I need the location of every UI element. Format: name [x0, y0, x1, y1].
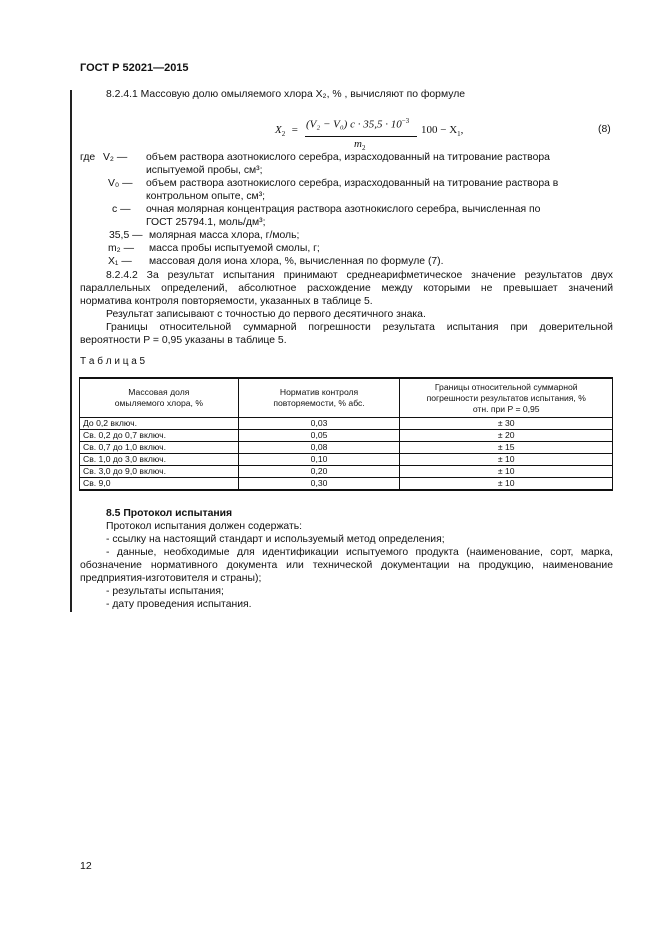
intro-paragraph: 8.2.4.1 Массовую долю омыляемого хлора X₂, % , вычисляют по формуле	[106, 89, 466, 100]
column-header: Границы относительной суммарной погрешности результатов испытания, % отн. при P = 0,95	[400, 378, 613, 418]
list-item: - ссылку на настоящий стандарт и используемый метод определения;	[106, 534, 445, 545]
column-header: Массовая доля омыляемого хлора, %	[80, 378, 239, 418]
where-text: массовая доля иона хлора, %, вычисленная по формуле (7).	[149, 256, 444, 267]
where-prefix: где	[80, 152, 96, 163]
where-sym: 35,5 —	[109, 230, 143, 241]
where-sym: V₂ —	[103, 152, 128, 163]
where-sym: c —	[112, 204, 131, 215]
page-number: 12	[80, 860, 92, 872]
formula-denominator: $m_2$	[354, 138, 366, 153]
where-sym: X₁ —	[108, 256, 132, 267]
formula-lhs: $X_2$	[275, 124, 286, 139]
paragraph-rounding: Результат записывают с точностью до первого десятичного знака.	[106, 309, 426, 320]
table-5	[79, 377, 613, 491]
revision-bar	[70, 90, 72, 612]
table-header-row	[80, 378, 613, 418]
where-text: очная молярная концентрация раствора азотнокислого серебра, вычисленная по	[146, 204, 541, 215]
formula-eq: =	[291, 124, 299, 136]
list-item: предприятия-изготовителя и страны);	[80, 573, 262, 584]
document-header: ГОСТ Р 52021—2015	[80, 62, 189, 74]
list-item: - результаты испытания;	[106, 586, 224, 597]
column-header: Норматив контроля повторяемости, % абс.	[238, 378, 400, 418]
formula-number: (8)	[598, 124, 611, 135]
where-text: молярная масса хлора, г/моль;	[149, 230, 300, 241]
where-text: испытуемой пробы, см³;	[146, 165, 263, 176]
where-text: масса пробы испытуемой смолы, г;	[149, 243, 320, 254]
where-text: объем раствора азотнокислого серебра, израсходованный на титрование раствора в	[146, 178, 559, 189]
table-row: Св. 1,0 до 3,0 включ. 0,10 ± 10	[80, 454, 613, 466]
section-lead: Протокол испытания должен содержать:	[106, 521, 303, 532]
where-text: ГОСТ 25794.1, моль/дм³;	[146, 217, 266, 228]
table-row: Св. 0,7 до 1,0 включ. 0,08 ± 15	[80, 442, 613, 454]
formula-rhs: $100 - X_1$,	[421, 124, 464, 139]
table-row: Св. 0,2 до 0,7 включ. 0,05 ± 20	[80, 430, 613, 442]
formula-fraction-line	[305, 136, 417, 137]
list-item: обозначение нормативного документа или технической документации на продукцию, наименование	[80, 560, 613, 571]
table-row: Св. 9,0 0,30 ± 10	[80, 478, 613, 491]
section-title: 8.5 Протокол испытания	[106, 508, 233, 519]
formula-numerator: (V₂ − V₀) $c \cdot 35,5 \cdot 10^{-3}$	[306, 117, 410, 131]
where-text: объем раствора азотнокислого серебра, израсходованный на титрование раствора	[146, 152, 550, 163]
where-text: контрольном опыте, см³;	[146, 191, 266, 202]
where-sym: V₀ —	[108, 178, 133, 189]
table-row: Св. 3,0 до 9,0 включ. 0,20 ± 10	[80, 466, 613, 478]
table-caption: Т а б л и ц а 5	[80, 356, 146, 367]
list-item: - данные, необходимые для идентификации испытуемого продукта (наименование, сорт, марка,	[106, 547, 613, 558]
list-item: - дату проведения испытания.	[106, 599, 252, 610]
where-sym: m₂ —	[108, 243, 134, 254]
table-row: До 0,2 включ. 0,03 ± 30	[80, 418, 613, 430]
